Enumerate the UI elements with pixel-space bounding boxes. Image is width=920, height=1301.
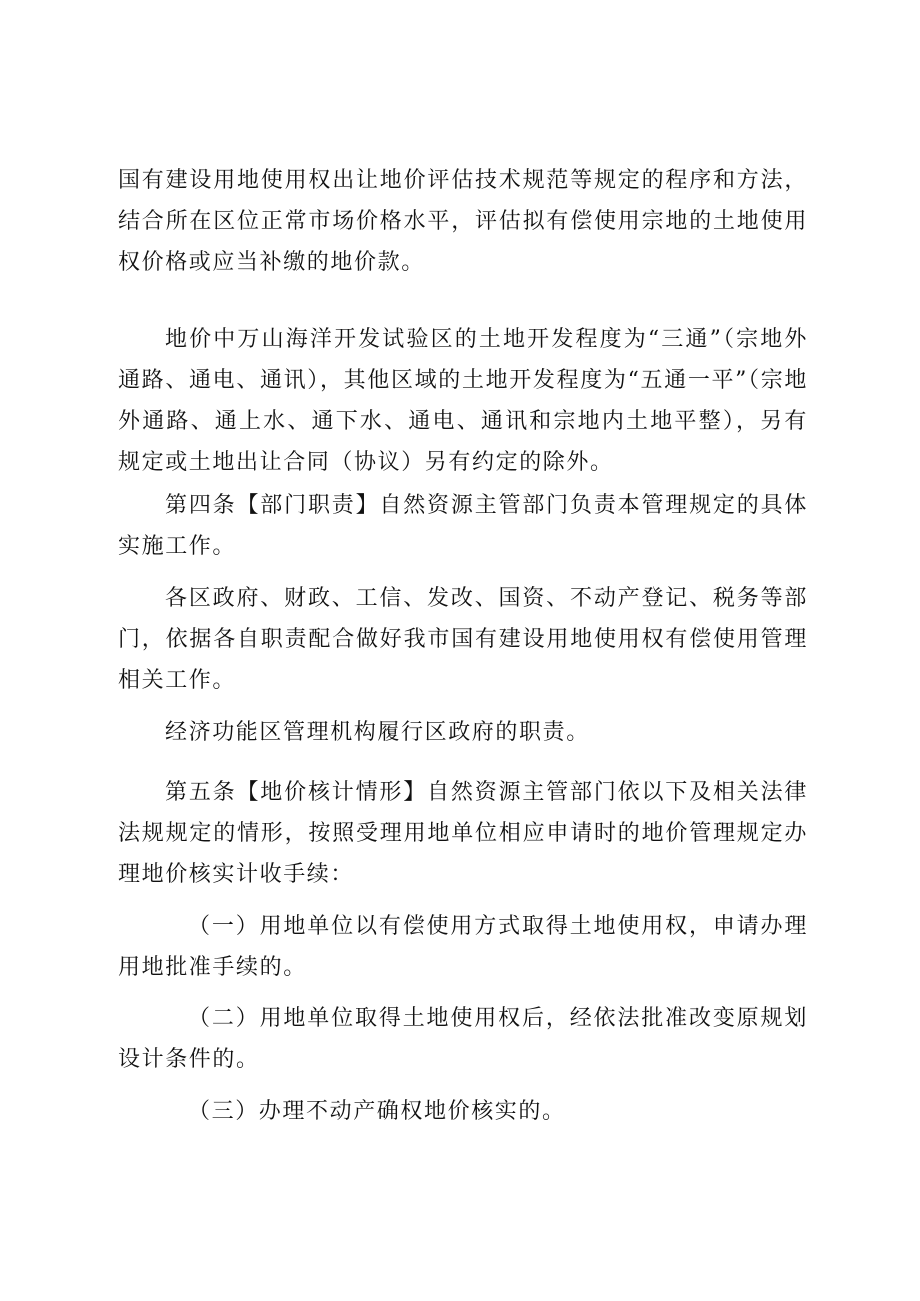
article-4-department-duties: 第四条【部门职责】自然资源主管部门负责本管理规定的具体实施工作。 [118, 493, 808, 559]
article-5-price-verification: 第五条【地价核计情形】自然资源主管部门依以下及相关法律法规规定的情形，按照受理用地单位相应申请时的地价管理规定办理地价核实计收手续： [118, 780, 808, 887]
paragraph-department-cooperation: 各区政府、财政、工信、发改、国资、不动产登记、税务等部门，依据各自职责配合做好我市国有建设用地使用权有偿使用管理相关工作。 [118, 586, 808, 693]
list-item-2: （二）用地单位取得土地使用权后，经依法批准改变原规划设计条件的。 [118, 1006, 808, 1072]
list-item-3: （三）办理不动产确权地价核实的。 [188, 1099, 566, 1124]
paragraph-economic-zone-duties: 经济功能区管理机构履行区政府的职责。 [165, 720, 590, 745]
paragraph-land-price-evaluation: 国有建设用地使用权出让地价评估技术规范等规定的程序和方法，结合所在区位正常市场价格水平，评估拟有偿使用宗地的土地使用权价格或应当补缴的地价款。 [118, 168, 808, 275]
list-item-1: （一）用地单位以有偿使用方式取得土地使用权，申请办理用地批准手续的。 [118, 914, 808, 980]
paragraph-development-degree: 地价中万山海洋开发试验区的土地开发程度为“三通”（宗地外通路、通电、通讯），其他区域的土地开发程度为“五通一平”（宗地外通路、通上水、通下水、通电、通讯和宗地内土地平整），另有规定或土地出让合同（协议）另有约定的除外。 [118, 327, 808, 475]
